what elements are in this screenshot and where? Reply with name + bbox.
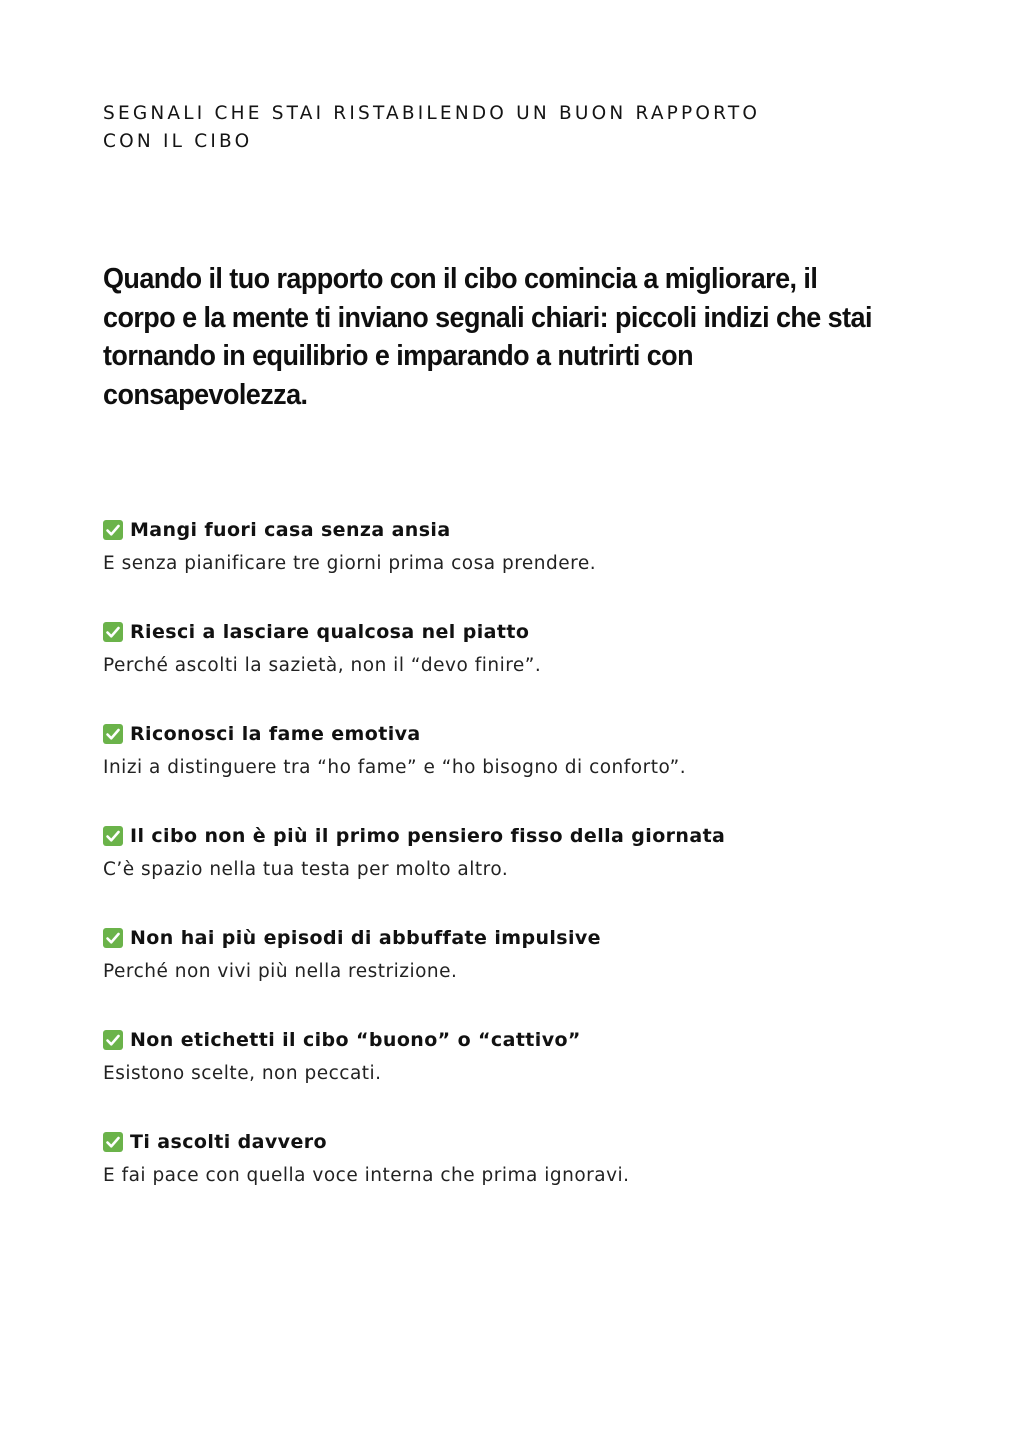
- check-mark-icon: [103, 724, 123, 744]
- signal-title: Il cibo non è più il primo pensiero fisso della giornata: [130, 825, 726, 847]
- check-mark-icon: [103, 1030, 123, 1050]
- signal-description: Perché non vivi più nella restrizione.: [103, 961, 458, 982]
- signal-item-2: [103, 617, 933, 719]
- signal-header: [103, 923, 933, 953]
- kicker-line-2: CON IL CIBO: [103, 131, 253, 152]
- signal-item-7: [103, 1127, 933, 1229]
- signal-item-4: [103, 821, 933, 923]
- signal-title: Non etichetti il cibo “buono” o “cattivo”: [130, 1029, 581, 1051]
- signal-description: Perché ascolti la sazietà, non il “devo finire”.: [103, 655, 542, 676]
- check-mark-icon: [103, 826, 123, 846]
- signal-description: Esistono scelte, non peccati.: [103, 1063, 382, 1084]
- signal-description: E senza pianificare tre giorni prima cosa prendere.: [103, 553, 597, 574]
- signal-title: Riconosci la fame emotiva: [130, 723, 421, 745]
- signal-header: [103, 821, 933, 851]
- signal-title: Riesci a lasciare qualcosa nel piatto: [130, 621, 530, 643]
- check-mark-icon: [103, 928, 123, 948]
- signal-title: Non hai più episodi di abbuffate impulsive: [130, 927, 601, 949]
- signal-description: Inizi a distinguere tra “ho fame” e “ho bisogno di conforto”.: [103, 757, 687, 778]
- check-mark-icon: [103, 1132, 123, 1152]
- signal-item-1: [103, 515, 933, 617]
- signal-description: C’è spazio nella tua testa per molto altro.: [103, 859, 509, 880]
- lead-paragraph: Quando il tuo rapporto con il cibo comincia a migliorare, il corpo e la mente ti inviano segnali chiari: piccoli indizi che stai tornando in equilibrio e imparando a nutrirti con consapevolezza.: [103, 263, 872, 411]
- signal-header: [103, 515, 933, 545]
- signal-item-6: [103, 1025, 933, 1127]
- signal-title: Ti ascolti davvero: [130, 1131, 327, 1153]
- kicker-line-1: SEGNALI CHE STAI RISTABILENDO UN BUON RAPPORTO: [103, 103, 761, 124]
- signal-description: E fai pace con quella voce interna che prima ignoravi.: [103, 1165, 630, 1186]
- signal-header: [103, 1127, 933, 1157]
- signal-header: [103, 1025, 933, 1055]
- signal-item-3: [103, 719, 933, 821]
- document-page: [103, 0, 933, 1448]
- signal-title: Mangi fuori casa senza ansia: [130, 519, 451, 541]
- signal-header: [103, 617, 933, 647]
- signal-header: [103, 719, 933, 749]
- signals-list: [103, 515, 933, 1229]
- signal-item-5: [103, 923, 933, 1025]
- kicker-heading: [103, 100, 863, 156]
- check-mark-icon: [103, 622, 123, 642]
- check-mark-icon: [103, 520, 123, 540]
